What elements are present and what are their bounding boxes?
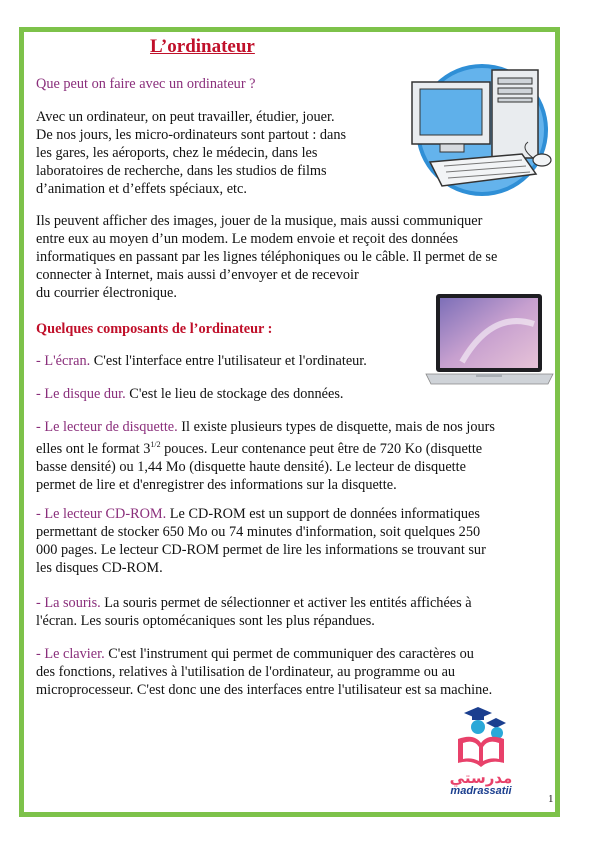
- para2-line: entre eux au moyen d’un modem. Le modem envoie et reçoit des données: [36, 231, 459, 247]
- superscript: 1/2: [150, 440, 161, 449]
- components-heading: Quelques composants de l’ordinateur :: [36, 321, 273, 337]
- item-text: l'écran. Les souris optomécaniques sont les plus répandues.: [36, 613, 375, 629]
- item-text: permet de lire et d'enregistrer des informations sur la disquette.: [36, 476, 397, 493]
- page-number: 1: [548, 793, 554, 805]
- desktop-computer-illustration: [400, 62, 560, 200]
- item-text: C'est le lieu de stockage des données.: [125, 386, 344, 402]
- item-label: - L'écran.: [36, 353, 91, 369]
- item-text: 000 pages. Le lecteur CD-ROM permet de lire les informations se trouvant sur: [36, 542, 486, 558]
- item-label: - Le lecteur de disquette.: [36, 419, 178, 435]
- item-text: Le CD-ROM est un support de données informatiques: [166, 506, 480, 522]
- item-screen: [36, 352, 367, 370]
- logo-latin-text: madrassatii: [450, 785, 512, 797]
- item-keyboard: [36, 645, 492, 699]
- item-text: C'est l'interface entre l'utilisateur et l'ordinateur.: [90, 353, 367, 369]
- item-label: - Le disque dur.: [36, 386, 126, 402]
- intro-line: Avec un ordinateur, on peut travailler, étudier, jouer.: [36, 109, 335, 125]
- item-text: C'est l'instrument qui permet de communiquer des caractères ou: [104, 646, 474, 662]
- item-label: - Le clavier.: [36, 646, 105, 662]
- item-text: basse densité) ou 1,44 Mo (disquette haute densité). Le lecteur de disquette: [36, 458, 466, 475]
- second-paragraph: [36, 212, 497, 302]
- item-text: Il existe plusieurs types de disquette, mais de nos jours: [177, 419, 495, 435]
- item-text: elles ont le format 3: [36, 440, 151, 457]
- para2-line: Ils peuvent afficher des images, jouer de la musique, mais aussi communiquer: [36, 213, 483, 229]
- item-text: La souris permet de sélectionner et activer les entités affichées à: [100, 595, 472, 611]
- para2-line: connecter à Internet, mais aussi d’envoyer et de recevoir: [36, 267, 359, 283]
- item-label: - Le lecteur CD-ROM.: [36, 506, 167, 522]
- item-text: microprocesseur. C'est donc une des interfaces entre l'utilisateur est sa machine.: [36, 682, 493, 698]
- intro-line: laboratoires de recherche, dans les studios de films: [36, 163, 327, 179]
- question-text: Que peut on faire avec un ordinateur ?: [36, 76, 256, 92]
- item-cdrom: [36, 505, 486, 577]
- item-harddisk: [36, 385, 344, 403]
- page-title: L’ordinateur: [150, 36, 255, 57]
- para2-line: du courrier électronique.: [36, 285, 177, 301]
- item-mouse: [36, 594, 472, 630]
- logo-arabic: مدرستي: [449, 769, 513, 787]
- item-label: - La souris.: [36, 595, 101, 611]
- item-floppy: [36, 418, 495, 494]
- item-text: des fonctions, relatives à l'utilisation de l'ordinateur, au programme ou au: [36, 664, 456, 680]
- para2-line: informatiques en passant par les lignes téléphoniques ou le câble. Il permet de se: [36, 249, 498, 265]
- item-text: permettant de stocker 650 Mo ou 74 minutes d'information, soit quelques 250: [36, 524, 481, 540]
- intro-line: d’animation et d’effets spéciaux, etc.: [36, 181, 247, 197]
- intro-line: De nos jours, les micro-ordinateurs sont partout : dans: [36, 127, 347, 143]
- item-text: pouces. Leur contenance peut être de 720 Ko (disquette: [160, 440, 483, 457]
- item-text: les disques CD-ROM.: [36, 560, 163, 576]
- intro-paragraph: [36, 108, 346, 198]
- intro-line: les gares, les aéroports, chez le médecin, dans les: [36, 145, 318, 161]
- laptop-illustration: [422, 290, 557, 392]
